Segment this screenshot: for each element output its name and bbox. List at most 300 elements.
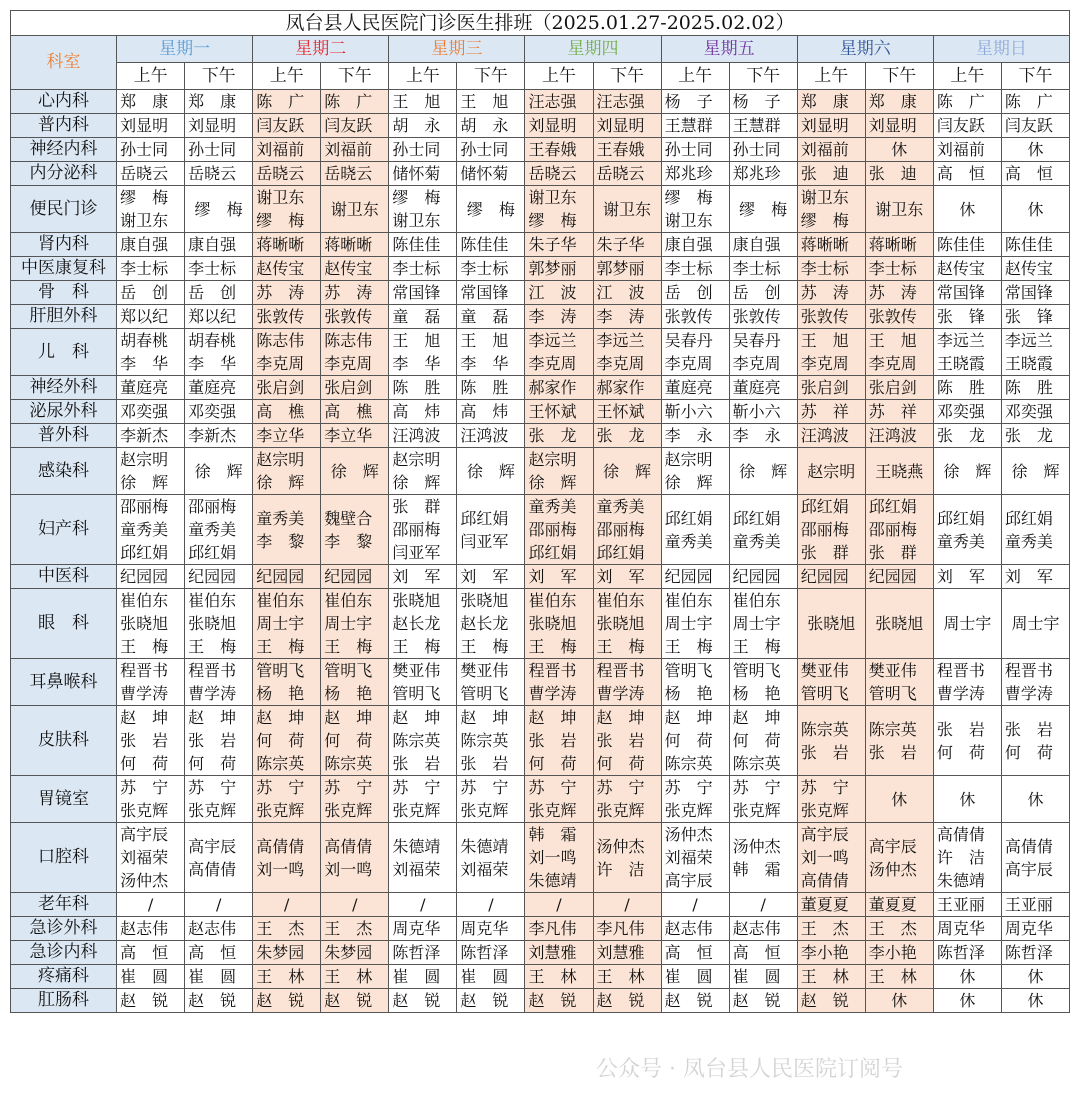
doctor-name: 董庭亮 — [120, 378, 169, 397]
page-title: 凤台县人民医院门诊医生排班（2025.01.27-2025.02.02） — [11, 11, 1070, 36]
doctor-name: 陈宗英 — [256, 754, 305, 773]
schedule-cell — [1001, 941, 1069, 965]
schedule-cell — [321, 305, 389, 329]
doctor-name: 童 磊 — [460, 307, 509, 326]
doctor-name: 张 岩 — [800, 742, 849, 762]
dept-name: 神经外科 — [11, 376, 117, 400]
doctor-name: 纪园园 — [188, 567, 237, 586]
doctor-name: 张启剑 — [324, 378, 373, 397]
doctor-name: 谢卫东 — [392, 211, 441, 230]
doctor-name: 李 华 — [188, 354, 237, 373]
schedule-cell — [117, 989, 185, 1013]
schedule-cell — [933, 90, 1001, 114]
doctor-name: 张克辉 — [664, 801, 713, 820]
schedule-cell — [797, 965, 865, 989]
doctor-name: 张 群 — [392, 497, 441, 516]
doctor-name: 高倩倩 — [324, 836, 373, 856]
doctor-name: 朱梦园 — [324, 943, 373, 962]
doctor-name: 王亚丽 — [936, 895, 985, 914]
schedule-cell — [457, 917, 525, 941]
schedule-cell — [117, 138, 185, 162]
schedule-cell — [1001, 706, 1069, 776]
schedule-cell — [593, 776, 661, 823]
schedule-cell — [933, 162, 1001, 186]
schedule-cell — [253, 893, 321, 917]
doctor-name: 管明飞 — [664, 661, 713, 680]
doctor-name: 李士标 — [868, 259, 917, 278]
dept-name: 急诊外科 — [11, 917, 117, 941]
schedule-cell — [117, 424, 185, 448]
schedule-cell — [253, 376, 321, 400]
doctor-name: 张 迪 — [800, 164, 849, 183]
doctor-name: 陈 广 — [936, 92, 985, 111]
doctor-name: 崔 圆 — [732, 967, 781, 986]
schedule-cell — [321, 917, 389, 941]
schedule-cell — [457, 776, 525, 823]
schedule-cell — [661, 965, 729, 989]
doctor-name: / — [215, 895, 222, 914]
doctor-name: 缪 梅 — [392, 188, 441, 207]
doctor-name: 刘一鸣 — [324, 859, 373, 879]
morning-header: 上午 — [933, 63, 1001, 90]
doctor-name: 赵 锐 — [392, 991, 441, 1010]
doctor-name: 童秀美 — [1004, 531, 1053, 551]
doctor-name: 李士标 — [732, 259, 781, 278]
schedule-cell — [117, 329, 185, 376]
doctor-name: 周士宇 — [324, 614, 373, 633]
doctor-name: 崔 圆 — [460, 967, 509, 986]
doctor-name: 赵宗明 — [392, 450, 441, 469]
doctor-name: 康自强 — [732, 235, 781, 254]
schedule-cell — [729, 305, 797, 329]
schedule-cell — [185, 162, 253, 186]
doctor-name: 闫友跃 — [256, 116, 305, 135]
doctor-name: 休 — [959, 991, 976, 1010]
table-row — [11, 565, 1070, 589]
doctor-name: 刘福前 — [256, 140, 305, 159]
schedule-cell — [865, 162, 933, 186]
schedule-cell — [389, 495, 457, 565]
schedule-cell — [117, 400, 185, 424]
schedule-cell — [117, 448, 185, 495]
doctor-name: 郑兆珍 — [664, 164, 713, 183]
schedule-cell — [933, 659, 1001, 706]
schedule-cell — [253, 823, 321, 893]
doctor-name: 蒋晰晰 — [256, 235, 305, 254]
doctor-name: 高 炜 — [460, 402, 509, 421]
day-header: 星期三 — [389, 36, 525, 63]
table-row — [11, 424, 1070, 448]
schedule-cell — [321, 114, 389, 138]
doctor-name: 张晓旭 — [596, 614, 645, 633]
schedule-cell — [865, 376, 933, 400]
schedule-cell — [661, 589, 729, 659]
doctor-name: 程晋书 — [1004, 661, 1053, 680]
schedule-cell — [729, 186, 797, 233]
schedule-cell — [593, 448, 661, 495]
doctor-name: 刘 军 — [1004, 567, 1053, 586]
schedule-cell — [865, 329, 933, 376]
doctor-name: 徐 辉 — [739, 461, 788, 481]
doctor-name: 朱德靖 — [936, 871, 985, 890]
doctor-name: 谢卫东 — [664, 211, 713, 230]
table-row — [11, 659, 1070, 706]
doctor-name: 刘福荣 — [460, 859, 509, 879]
doctor-name: 张 锋 — [1004, 307, 1053, 326]
doctor-name: 汤仲杰 — [596, 836, 645, 856]
schedule-cell — [253, 162, 321, 186]
doctor-name: 张 岩 — [392, 754, 441, 773]
doctor-name: 谢卫东 — [120, 211, 169, 230]
doctor-name: 张 群 — [800, 543, 849, 562]
schedule-cell — [321, 565, 389, 589]
doctor-name: 李远兰 — [596, 331, 645, 350]
doctor-name: 王 杰 — [256, 919, 305, 938]
schedule-cell — [457, 941, 525, 965]
doctor-name: 高 樵 — [324, 402, 373, 421]
dept-name: 中医科 — [11, 565, 117, 589]
doctor-name: 汪鸿波 — [392, 426, 441, 445]
doctor-name: 康自强 — [664, 235, 713, 254]
doctor-name: 赵 坤 — [664, 708, 713, 727]
doctor-name: 缪 梅 — [528, 211, 577, 230]
doctor-name: 郑兆珍 — [732, 164, 781, 183]
schedule-cell — [117, 233, 185, 257]
doctor-name: 张 岩 — [1004, 719, 1053, 739]
doctor-name: 休 — [959, 789, 976, 809]
schedule-cell — [797, 448, 865, 495]
schedule-cell — [185, 281, 253, 305]
schedule-cell — [865, 233, 933, 257]
dept-name: 口腔科 — [11, 823, 117, 893]
schedule-cell — [117, 376, 185, 400]
schedule-cell — [797, 90, 865, 114]
schedule-cell — [1001, 448, 1069, 495]
doctor-name: 李克周 — [596, 354, 645, 373]
doctor-name: 谢卫东 — [528, 188, 577, 207]
doctor-name: 纪园园 — [732, 567, 781, 586]
schedule-cell — [593, 400, 661, 424]
doctor-name: 徐 辉 — [528, 473, 577, 492]
doctor-name: 张克辉 — [392, 801, 441, 820]
schedule-cell — [117, 281, 185, 305]
doctor-name: 张克辉 — [120, 801, 169, 820]
schedule-cell — [593, 565, 661, 589]
doctor-name: 刘 军 — [596, 567, 645, 586]
doctor-name: 吴春丹 — [732, 331, 781, 350]
schedule-cell — [865, 776, 933, 823]
doctor-name: 王春娥 — [528, 140, 577, 159]
schedule-cell — [321, 989, 389, 1013]
doctor-name: 张敦传 — [800, 307, 849, 326]
doctor-name: 赵 锐 — [596, 991, 645, 1010]
doctor-name: 童秀美 — [256, 508, 305, 528]
doctor-name: 徐 辉 — [194, 461, 243, 481]
schedule-cell — [729, 776, 797, 823]
doctor-name: 李远兰 — [936, 331, 985, 350]
schedule-cell — [253, 233, 321, 257]
doctor-name: 何 荷 — [596, 754, 645, 773]
schedule-cell — [117, 305, 185, 329]
schedule-cell — [253, 589, 321, 659]
doctor-name: 张启剑 — [256, 378, 305, 397]
doctor-name: 周士宇 — [943, 614, 992, 633]
schedule-cell — [593, 162, 661, 186]
schedule-cell — [321, 90, 389, 114]
doctor-name: 李士标 — [188, 259, 237, 278]
doctor-name: 王 杰 — [868, 919, 917, 938]
schedule-cell — [525, 400, 593, 424]
doctor-name: 邓奕强 — [188, 402, 237, 421]
schedule-cell — [457, 495, 525, 565]
doctor-name: 赵传宝 — [324, 259, 373, 278]
schedule-cell — [593, 659, 661, 706]
schedule-cell — [185, 90, 253, 114]
schedule-cell — [729, 989, 797, 1013]
doctor-name: 王 旭 — [800, 331, 849, 350]
doctor-name: 程晋书 — [936, 661, 985, 680]
doctor-name: 李 华 — [460, 354, 509, 373]
schedule-cell — [593, 965, 661, 989]
doctor-name: 蒋晰晰 — [324, 235, 373, 254]
doctor-name: 张敦传 — [868, 307, 917, 326]
doctor-name: 纪园园 — [868, 567, 917, 586]
schedule-cell — [185, 233, 253, 257]
dept-name: 老年科 — [11, 893, 117, 917]
doctor-name: 杨 艳 — [664, 684, 713, 703]
schedule-cell — [661, 893, 729, 917]
doctor-name: 刘显明 — [868, 116, 917, 135]
schedule-cell — [117, 917, 185, 941]
schedule-cell — [253, 917, 321, 941]
doctor-name: 陈宗英 — [460, 731, 509, 750]
doctor-name: 崔 圆 — [392, 967, 441, 986]
schedule-cell — [525, 448, 593, 495]
doctor-name: 孙士同 — [120, 140, 169, 159]
doctor-name: 王 梅 — [460, 637, 509, 656]
schedule-cell — [593, 114, 661, 138]
schedule-cell — [933, 965, 1001, 989]
doctor-name: 刘慧雅 — [596, 943, 645, 962]
schedule-cell — [729, 162, 797, 186]
doctor-name: 杨 艳 — [732, 684, 781, 703]
schedule-cell — [797, 281, 865, 305]
schedule-cell — [525, 941, 593, 965]
doctor-name: 高 恒 — [936, 164, 985, 183]
doctor-name: 李 华 — [120, 354, 169, 373]
schedule-cell — [933, 233, 1001, 257]
half-header-row — [11, 63, 1070, 90]
schedule-cell — [933, 495, 1001, 565]
doctor-name: 周士宇 — [256, 614, 305, 633]
doctor-name: 童 磊 — [392, 307, 441, 326]
doctor-name: 李克周 — [732, 354, 781, 373]
doctor-name: 崔伯东 — [596, 591, 645, 610]
schedule-cell — [797, 823, 865, 893]
schedule-cell — [525, 329, 593, 376]
schedule-cell — [1001, 965, 1069, 989]
schedule-cell — [321, 424, 389, 448]
doctor-name: 张 岩 — [596, 731, 645, 750]
doctor-name: 邱红娟 — [188, 543, 237, 562]
doctor-name: 缪 梅 — [256, 211, 305, 230]
doctor-name: 崔 圆 — [120, 967, 169, 986]
doctor-name: 郑 康 — [120, 92, 169, 111]
schedule-cell — [457, 823, 525, 893]
dept-name: 胃镜室 — [11, 776, 117, 823]
doctor-name: 谢卫东 — [875, 199, 924, 219]
doctor-name: 赵宗明 — [807, 461, 856, 481]
schedule-cell — [593, 281, 661, 305]
schedule-cell — [729, 329, 797, 376]
schedule-cell — [865, 706, 933, 776]
schedule-cell — [253, 965, 321, 989]
schedule-table — [10, 10, 1070, 1013]
schedule-cell — [729, 376, 797, 400]
doctor-name: 赵长龙 — [392, 614, 441, 633]
doctor-name: 苏 宁 — [188, 778, 237, 797]
doctor-name: 陈宗英 — [324, 754, 373, 773]
doctor-name: 赵长龙 — [460, 614, 509, 633]
schedule-cell — [525, 305, 593, 329]
doctor-name: 董庭亮 — [732, 378, 781, 397]
doctor-name: 苏 涛 — [800, 283, 849, 302]
schedule-cell — [525, 589, 593, 659]
doctor-name: 周克华 — [460, 919, 509, 938]
schedule-cell — [865, 424, 933, 448]
schedule-cell — [457, 233, 525, 257]
doctor-name: 李克周 — [324, 354, 373, 373]
doctor-name: 赵 锐 — [460, 991, 509, 1010]
schedule-body — [11, 11, 1070, 1013]
doctor-name: 赵 锐 — [664, 991, 713, 1010]
dept-name: 儿 科 — [11, 329, 117, 376]
doctor-name: 徐 辉 — [392, 473, 441, 492]
doctor-name: 张克辉 — [256, 801, 305, 820]
doctor-name: 常国锋 — [1004, 283, 1053, 302]
schedule-cell — [389, 233, 457, 257]
doctor-name: 王 旭 — [392, 331, 441, 350]
doctor-name: 韩 霜 — [732, 859, 781, 879]
doctor-name: 高宇辰 — [868, 836, 917, 856]
schedule-cell — [457, 400, 525, 424]
schedule-cell — [389, 823, 457, 893]
doctor-name: 李立华 — [324, 426, 373, 445]
doctor-name: 陈 胜 — [936, 378, 985, 397]
doctor-name: 苏 祥 — [868, 402, 917, 421]
doctor-name: 苏 涛 — [256, 283, 305, 302]
morning-header: 上午 — [797, 63, 865, 90]
doctor-name: 管明飞 — [392, 684, 441, 703]
schedule-cell — [457, 257, 525, 281]
schedule-cell — [321, 706, 389, 776]
doctor-name: 缪 梅 — [664, 188, 713, 207]
doctor-name: 魏壁合 — [324, 508, 373, 528]
doctor-name: 邵丽梅 — [528, 520, 577, 539]
doctor-name: 邓奕强 — [1004, 402, 1053, 421]
doctor-name: / — [556, 895, 562, 914]
doctor-name: 陈宗英 — [664, 754, 713, 773]
schedule-cell — [185, 305, 253, 329]
doctor-name: 董庭亮 — [664, 378, 713, 397]
doctor-name: 李士标 — [120, 259, 169, 278]
schedule-cell — [457, 281, 525, 305]
doctor-name: 徐 辉 — [120, 473, 169, 492]
doctor-name: 高倩倩 — [936, 825, 985, 844]
doctor-name: 汪鸿波 — [868, 426, 917, 445]
doctor-name: 崔伯东 — [732, 591, 781, 610]
doctor-name: 陈 胜 — [460, 378, 509, 397]
doctor-name: 高 恒 — [1004, 164, 1053, 183]
dept-name: 泌尿外科 — [11, 400, 117, 424]
schedule-cell — [253, 565, 321, 589]
doctor-name: 赵 锐 — [256, 991, 305, 1010]
doctor-name: 汤仲杰 — [664, 825, 713, 844]
doctor-name: 赵宗明 — [256, 450, 305, 469]
doctor-name: 苏 宁 — [664, 778, 713, 797]
doctor-name: 邱红娟 — [528, 543, 577, 562]
doctor-name: / — [284, 895, 290, 914]
doctor-name: 李远兰 — [528, 331, 577, 350]
doctor-name: 张晓旭 — [120, 614, 169, 633]
schedule-cell — [389, 989, 457, 1013]
schedule-cell — [389, 114, 457, 138]
schedule-cell — [321, 400, 389, 424]
schedule-cell — [185, 941, 253, 965]
schedule-cell — [525, 989, 593, 1013]
doctor-name: 王慧群 — [664, 116, 713, 135]
doctor-name: 张 龙 — [1004, 426, 1053, 445]
doctor-name: 赵宗明 — [664, 450, 713, 469]
schedule-cell — [525, 776, 593, 823]
doctor-name: 休 — [1027, 789, 1044, 809]
schedule-cell — [321, 965, 389, 989]
schedule-cell — [321, 448, 389, 495]
doctor-name: 陈宗英 — [868, 719, 917, 739]
schedule-cell — [389, 162, 457, 186]
table-row — [11, 400, 1070, 424]
schedule-cell — [661, 424, 729, 448]
schedule-cell — [661, 329, 729, 376]
doctor-name: 曹学涛 — [936, 684, 985, 703]
schedule-cell — [661, 257, 729, 281]
doctor-name: 张晓旭 — [528, 614, 577, 633]
doctor-name: 高宇辰 — [1004, 859, 1053, 879]
schedule-cell — [593, 424, 661, 448]
doctor-name: 谢卫东 — [800, 188, 849, 207]
doctor-name: 张 岩 — [528, 731, 577, 750]
doctor-name: 吴春丹 — [664, 331, 713, 350]
doctor-name: 徐 辉 — [1011, 461, 1060, 481]
doctor-name: 邵丽梅 — [800, 520, 849, 539]
doctor-name: 邵丽梅 — [120, 497, 169, 516]
doctor-name: 苏 宁 — [120, 778, 169, 797]
schedule-cell — [729, 90, 797, 114]
schedule-cell — [1001, 989, 1069, 1013]
doctor-name: 李克周 — [868, 354, 917, 373]
schedule-cell — [729, 565, 797, 589]
schedule-cell — [253, 706, 321, 776]
schedule-cell — [117, 495, 185, 565]
doctor-name: 刘福前 — [936, 140, 985, 159]
doctor-name: 张 群 — [868, 543, 917, 562]
doctor-name: 赵传宝 — [1004, 259, 1053, 278]
dept-name: 便民门诊 — [11, 186, 117, 233]
doctor-name: 邵丽梅 — [392, 520, 441, 539]
schedule-cell — [797, 589, 865, 659]
dept-name: 疼痛科 — [11, 965, 117, 989]
doctor-name: 刘显明 — [120, 116, 169, 135]
